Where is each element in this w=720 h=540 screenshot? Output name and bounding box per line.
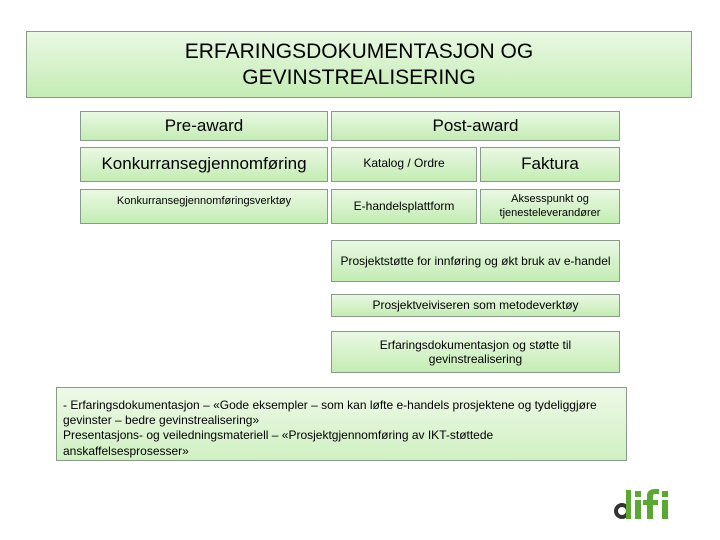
logo-f-bar [643,500,658,505]
note-line-2: Presentasjons- og veiledningsmateriell – «Prosjektgjennomføring av IKT-støttede anskaffelsesprosesser» [63,428,494,458]
logo-i1-dot [635,491,641,497]
aksesspunkt-box: Aksesspunkt og tjenesteleverandører [480,189,620,224]
faktura-box: Faktura [480,147,620,182]
page-title: ERFARINGSDOKUMENTASJON OG GEVINSTREALISERING [26,31,692,98]
logo-i1-stem [635,500,641,519]
pre-award-header: Pre-award [80,111,328,141]
konkurransegjennomforingsverktoy-box: Konkurransegjennomføringsverktøy [80,189,328,224]
erfaringsdokumentasjon-box: Erfaringsdokumentasjon og støtte til gevinstrealisering [331,331,620,373]
katalog-ordre-box: Katalog / Ordre [331,147,477,182]
prosjektveiviseren-box: Prosjektveiviseren som metodeverktøy [331,294,620,317]
logo-i2-dot [662,491,668,497]
note-line-1: - Erfaringsdokumentasjon – «Gode eksempler – som kan løfte e-handels prosjektene og tydeliggjøre gevinster – bedre gevinstrealisering» [63,398,597,428]
note-box [56,387,627,461]
post-award-header: Post-award [331,111,620,141]
logo-f-top [647,489,659,496]
prosjektstotte-box: Prosjektstøtte for innføring og økt bruk av e-handel [331,240,620,282]
logo-f-stem [647,494,653,519]
difi-logo [612,484,692,524]
logo-i2-stem [662,500,668,519]
e-handelsplattform-box: E-handelsplattform [331,189,477,224]
logo-d-counter [618,507,626,515]
konkurransegjennomforing-box: Konkurransegjennomføring [80,147,328,182]
logo-d-stem [626,490,631,519]
